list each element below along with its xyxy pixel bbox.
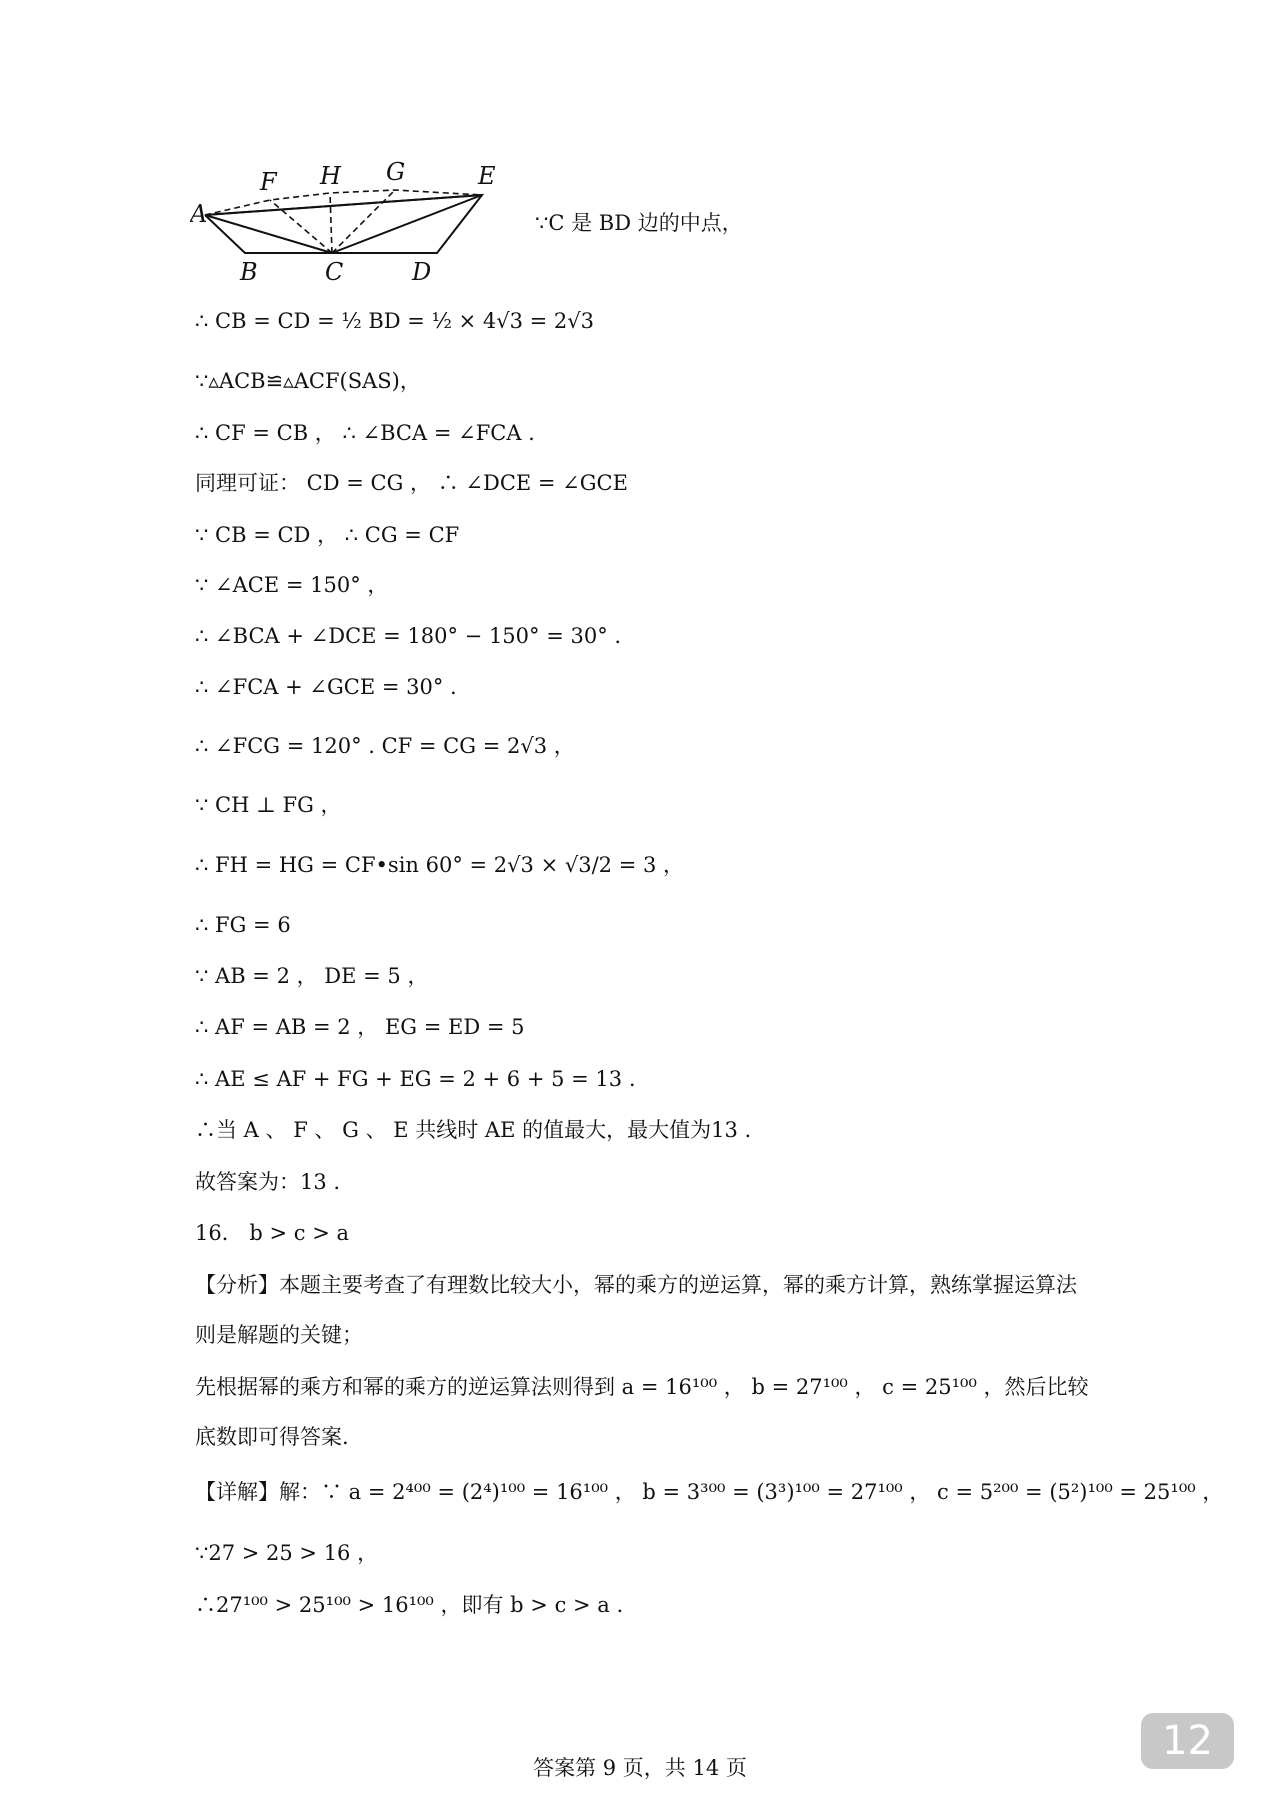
solution-line: 故答案为：13 . (195, 1170, 341, 1194)
analysis-paragraph: 【分析】本题主要考查了有理数比较大小，幂的乘方的逆运算，幂的乘方计算，熟练掌握运算法则是解题的关键； (195, 1273, 1077, 1347)
figure-caption: ∵C 是 BD 边的中点， (535, 211, 743, 235)
solution-line: ∴ AF = AB = 2 ， EG = ED = 5 (195, 1015, 525, 1039)
solution-line: ∵ CH ⊥ FG ， (195, 793, 342, 817)
solution-line: ∴ CB = CD = ½ BD = ½ × 4√3 = 2√3 (195, 309, 595, 333)
solution-line: ∵ AB = 2 ， DE = 5 ， (195, 964, 429, 988)
solution-line: ∴当 A 、 F 、 G 、 E 共线时 AE 的值最大，最大值为13 . (195, 1118, 752, 1142)
label-E: E (478, 162, 496, 190)
page-number-badge: 12 (1141, 1713, 1234, 1769)
solution-line: ∴ FG = 6 (195, 913, 291, 937)
solution-line: ∵ ∠ACE = 150° ， (195, 573, 389, 597)
solution-line: ∴ FH = HG = CF•sin 60° = 2√3 × √3/2 = 3 ， (195, 853, 684, 877)
solution-line: 同理可证： CD = CG ， ∴ ∠DCE = ∠GCE (195, 471, 628, 495)
solution-line: ∴ ∠BCA + ∠DCE = 180° − 150° = 30° . (195, 624, 622, 648)
detail-line: ∵27 > 25 > 16 ， (195, 1541, 379, 1565)
solution-line: ∴ ∠FCG = 120° . CF = CG = 2√3 ， (195, 734, 575, 758)
label-G: G (386, 160, 406, 186)
dashed-CH (330, 193, 332, 253)
solution-line: ∴ AE ≤ AF + FG + EG = 2 + 6 + 5 = 13 . (195, 1067, 636, 1091)
geometry-figure (190, 160, 510, 285)
dashed-CG (332, 190, 395, 253)
label-H: H (320, 162, 341, 190)
label-C: C (325, 258, 344, 285)
solution-line: ∵ CB = CD ， ∴ CG = CF (195, 523, 460, 547)
solution-line: ∴ CF = CB ， ∴ ∠BCA = ∠FCA . (195, 421, 535, 445)
question-16-answer: 16． b > c > a (195, 1221, 350, 1245)
solution-line: ∴ ∠FCA + ∠GCE = 30° . (195, 675, 457, 699)
solution-line: ∵▵ACB≌▵ACF(SAS)， (195, 369, 421, 393)
label-F: F (260, 168, 277, 196)
detail-line: ∴27¹⁰⁰ > 25¹⁰⁰ > 16¹⁰⁰ ，即有 b > c > a . (195, 1593, 624, 1617)
page-footer: 答案第 9 页，共 14 页 (533, 1756, 747, 1780)
method-paragraph: 先根据幂的乘方和幂的乘方的逆运算法则得到 a = 16¹⁰⁰ ， b = 27¹⁰⁰ ， c = 25¹⁰⁰ ，然后比较底数即可得答案. (195, 1375, 1089, 1449)
label-D: D (412, 258, 432, 285)
detail-line: 【详解】解：∵ a = 2⁴⁰⁰ = (2⁴)¹⁰⁰ = 16¹⁰⁰ ， b = 3³⁰⁰ = (3³)¹⁰⁰ = 27¹⁰⁰ ， c = 5²⁰⁰ = (5²)¹⁰⁰ = 25¹⁰⁰ ， (195, 1480, 1224, 1504)
figure-outline (205, 195, 482, 253)
label-A: A (190, 200, 208, 228)
label-B: B (240, 258, 258, 285)
